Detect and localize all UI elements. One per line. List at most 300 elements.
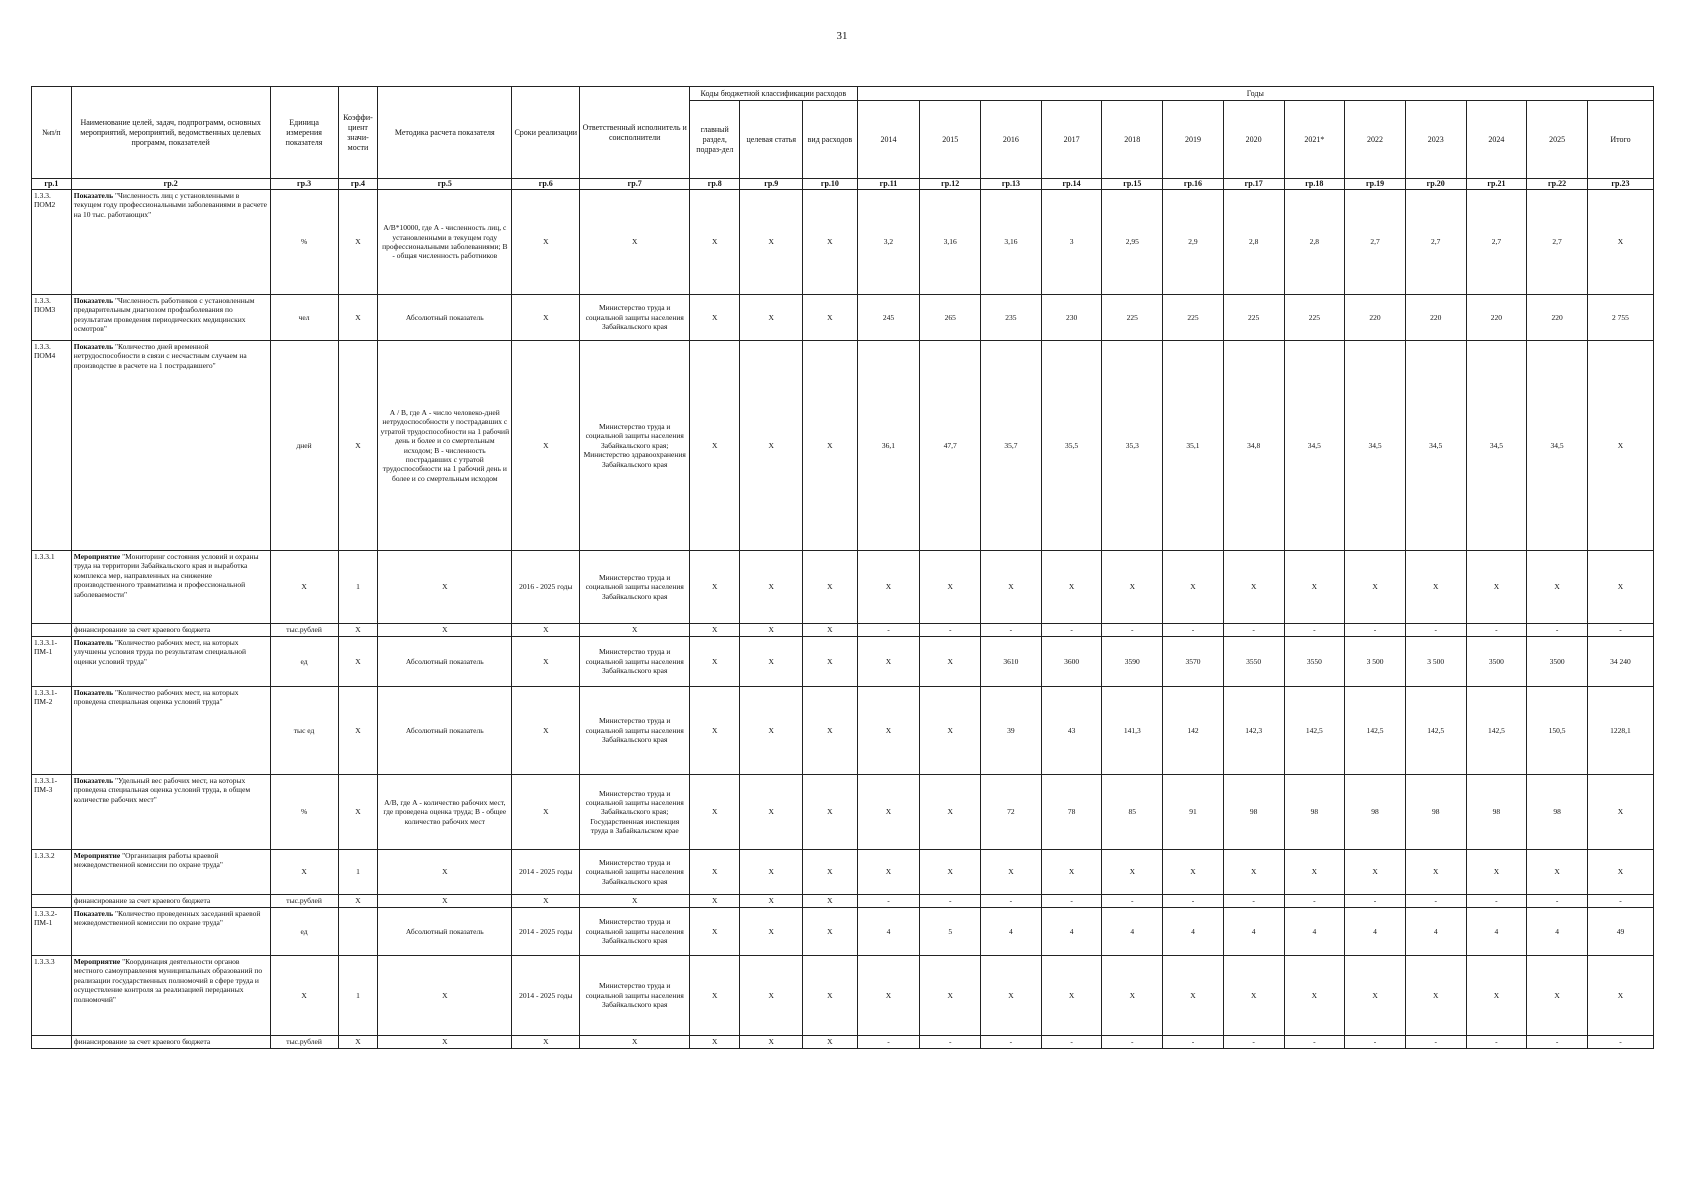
row-terms: X <box>512 687 580 775</box>
row-coef: 1 <box>338 850 378 895</box>
row-year-value: - <box>1284 1036 1345 1049</box>
row-method: X <box>378 551 512 624</box>
row-year-value: X <box>1041 850 1102 895</box>
row-year-value: 98 <box>1405 775 1466 850</box>
row-code-target: X <box>740 190 803 295</box>
column-number: гр.6 <box>512 179 580 190</box>
table-row <box>32 850 1654 895</box>
row-label: Показатель <box>73 909 114 918</box>
row-terms: X <box>512 295 580 341</box>
row-year-value: 150,5 <box>1527 687 1588 775</box>
row-year-value: - <box>981 895 1042 908</box>
row-year-value: X <box>857 956 920 1036</box>
row-code-target: X <box>740 624 803 637</box>
row-coef <box>338 908 378 956</box>
row-executor: Министерство труда и социальной защиты населения Забайкальского края <box>580 908 690 956</box>
row-year-value: - <box>1284 895 1345 908</box>
column-number: гр.16 <box>1163 179 1224 190</box>
row-executor: Министерство труда и социальной защиты населения Забайкальского края; Министерство здравоохранения Забайкальского края <box>580 341 690 551</box>
table-row <box>32 624 1654 637</box>
row-number: 1.3.3.3 <box>32 956 72 1036</box>
row-year-value: 39 <box>981 687 1042 775</box>
column-number: гр.21 <box>1466 179 1527 190</box>
row-year-value: 3500 <box>1527 637 1588 687</box>
row-year-value: - <box>1527 895 1588 908</box>
row-year-value: 235 <box>981 295 1042 341</box>
row-number <box>32 624 72 637</box>
row-year-value: X <box>981 551 1042 624</box>
row-year-value: - <box>1345 895 1406 908</box>
row-year-value: - <box>981 1036 1042 1049</box>
row-code-main: X <box>690 850 740 895</box>
row-unit: тыс.рублей <box>270 895 338 908</box>
row-year-value: 4 <box>1223 908 1284 956</box>
header-year: 2021* <box>1284 101 1345 179</box>
table-row <box>32 295 1654 341</box>
row-year-value: - <box>1587 895 1653 908</box>
row-unit: ед <box>270 908 338 956</box>
row-number: 1.3.3.2- ПМ-1 <box>32 908 72 956</box>
row-label: Показатель <box>73 342 114 351</box>
row-executor: X <box>580 190 690 295</box>
row-year-value: 4 <box>1466 908 1527 956</box>
row-executor: Министерство труда и социальной защиты населения Забайкальского края <box>580 850 690 895</box>
header-year: 2015 <box>920 101 981 179</box>
row-year-value: X <box>1466 850 1527 895</box>
row-label: Показатель <box>73 776 114 785</box>
row-name-text: финансирование за счет краевого бюджета <box>73 625 211 634</box>
row-year-value: X <box>1223 956 1284 1036</box>
row-year-value: - <box>857 1036 920 1049</box>
row-code-main: X <box>690 637 740 687</box>
row-year-value: 2,8 <box>1284 190 1345 295</box>
budget-table <box>31 86 1654 1049</box>
row-name <box>71 687 270 775</box>
row-year-value: - <box>1466 1036 1527 1049</box>
row-year-value: 3,16 <box>981 190 1042 295</box>
row-year-value: 98 <box>1466 775 1527 850</box>
row-terms: 2014 - 2025 годы <box>512 956 580 1036</box>
header-year: Итого <box>1587 101 1653 179</box>
row-code-target: X <box>740 1036 803 1049</box>
row-executor: Министерство труда и социальной защиты населения Забайкальского края <box>580 551 690 624</box>
row-year-value: 225 <box>1223 295 1284 341</box>
row-name-text: "Мониторинг состояния условий и охраны труда на территории Забайкальского края и выработка комплекса мер, направленных на снижение производственного травматизма и профессиональной заболеваемости" <box>73 552 259 599</box>
row-name <box>71 1036 270 1049</box>
row-year-value: 142,5 <box>1284 687 1345 775</box>
row-unit: тыс ед <box>270 687 338 775</box>
row-code-main: X <box>690 551 740 624</box>
row-year-value: - <box>1527 1036 1588 1049</box>
row-number: 1.3.3.1- ПМ-2 <box>32 687 72 775</box>
row-year-value: 4 <box>981 908 1042 956</box>
row-year-value: 2,9 <box>1163 190 1224 295</box>
row-year-value: X <box>1587 341 1653 551</box>
row-terms: X <box>512 341 580 551</box>
row-year-value: 141,3 <box>1102 687 1163 775</box>
row-unit: дней <box>270 341 338 551</box>
row-year-value: - <box>1102 895 1163 908</box>
header-terms: Сроки реализации <box>512 87 580 179</box>
row-unit: X <box>270 956 338 1036</box>
row-year-value: X <box>1163 956 1224 1036</box>
header-year: 2025 <box>1527 101 1588 179</box>
column-number: гр.20 <box>1405 179 1466 190</box>
row-year-value: - <box>1041 624 1102 637</box>
row-code-main: X <box>690 1036 740 1049</box>
row-year-value: 2 755 <box>1587 295 1653 341</box>
column-number: гр.15 <box>1102 179 1163 190</box>
row-code-main: X <box>690 775 740 850</box>
row-executor: X <box>580 895 690 908</box>
row-year-value: 225 <box>1102 295 1163 341</box>
row-terms: X <box>512 775 580 850</box>
row-method: X <box>378 956 512 1036</box>
table-row <box>32 341 1654 551</box>
row-year-value: 2,7 <box>1345 190 1406 295</box>
row-year-value: X <box>1405 551 1466 624</box>
row-code-target: X <box>740 895 803 908</box>
row-year-value: X <box>1223 850 1284 895</box>
row-year-value: 4 <box>1284 908 1345 956</box>
row-year-value: X <box>1041 956 1102 1036</box>
row-year-value: - <box>981 624 1042 637</box>
row-year-value: 4 <box>1163 908 1224 956</box>
row-label: Показатель <box>73 296 114 305</box>
row-code-kind: X <box>803 850 857 895</box>
row-coef: X <box>338 775 378 850</box>
row-code-target: X <box>740 687 803 775</box>
column-number: гр.2 <box>71 179 270 190</box>
header-year: 2020 <box>1223 101 1284 179</box>
row-year-value: - <box>1466 624 1527 637</box>
row-year-value: - <box>1405 624 1466 637</box>
row-year-value: - <box>1163 895 1224 908</box>
column-number: гр.4 <box>338 179 378 190</box>
header-year: 2017 <box>1041 101 1102 179</box>
row-code-kind: X <box>803 624 857 637</box>
row-label: Мероприятие <box>73 957 121 966</box>
row-year-value: X <box>1284 551 1345 624</box>
row-year-value: - <box>1345 1036 1406 1049</box>
row-label: Мероприятие <box>73 851 121 860</box>
row-method: X <box>378 850 512 895</box>
row-unit: % <box>270 190 338 295</box>
row-coef: X <box>338 295 378 341</box>
row-year-value: - <box>1527 624 1588 637</box>
row-year-value: 3 500 <box>1405 637 1466 687</box>
header-year: 2014 <box>857 101 920 179</box>
row-year-value: X <box>1345 551 1406 624</box>
row-year-value: - <box>1345 624 1406 637</box>
row-method: X <box>378 1036 512 1049</box>
row-name-text: "Количество проведенных заседаний краевой межведомственной комиссии по охране труда" <box>73 909 261 928</box>
row-name <box>71 190 270 295</box>
row-year-value: X <box>857 775 920 850</box>
table-row <box>32 775 1654 850</box>
row-year-value: 3550 <box>1223 637 1284 687</box>
row-year-value: 142,3 <box>1223 687 1284 775</box>
row-unit: X <box>270 551 338 624</box>
row-year-value: X <box>1284 850 1345 895</box>
row-year-value: X <box>1405 850 1466 895</box>
row-name <box>71 624 270 637</box>
header-code-target: целевая статья <box>740 101 803 179</box>
row-year-value: X <box>857 551 920 624</box>
row-code-kind: X <box>803 775 857 850</box>
row-year-value: - <box>1041 895 1102 908</box>
row-year-value: X <box>857 637 920 687</box>
row-year-value: - <box>1163 1036 1224 1049</box>
row-year-value: 47,7 <box>920 341 981 551</box>
row-method: Абсолютный показатель <box>378 908 512 956</box>
row-name <box>71 895 270 908</box>
row-name <box>71 850 270 895</box>
row-number: 1.3.3.1- ПМ-1 <box>32 637 72 687</box>
row-terms: X <box>512 1036 580 1049</box>
row-year-value: 3570 <box>1163 637 1224 687</box>
row-year-value: 4 <box>1345 908 1406 956</box>
row-year-value: 4 <box>857 908 920 956</box>
row-terms: X <box>512 624 580 637</box>
row-year-value: 35,1 <box>1163 341 1224 551</box>
row-year-value: 225 <box>1284 295 1345 341</box>
row-year-value: 3600 <box>1041 637 1102 687</box>
row-coef: X <box>338 341 378 551</box>
row-coef: 1 <box>338 956 378 1036</box>
table-header <box>32 87 1654 190</box>
row-name-text: "Удельный вес рабочих мест, на которых проведена специальная оценка условий труда, в общем количестве рабочих мест" <box>73 776 251 804</box>
row-year-value: X <box>1041 551 1102 624</box>
header-code-kind: вид расходов <box>803 101 857 179</box>
row-number <box>32 895 72 908</box>
row-name-text: "Организация работы краевой межведомственной комиссии по охране труда" <box>73 851 223 870</box>
row-year-value: 35,7 <box>981 341 1042 551</box>
column-number: гр.22 <box>1527 179 1588 190</box>
row-unit: ед <box>270 637 338 687</box>
column-number: гр.1 <box>32 179 72 190</box>
row-executor: Министерство труда и социальной защиты населения Забайкальского края <box>580 637 690 687</box>
row-code-main: X <box>690 895 740 908</box>
row-year-value: 142,5 <box>1345 687 1406 775</box>
row-unit: % <box>270 775 338 850</box>
table-row <box>32 895 1654 908</box>
row-method: X <box>378 624 512 637</box>
row-year-value: 3 <box>1041 190 1102 295</box>
column-numbers-row <box>32 179 1654 190</box>
row-code-kind: X <box>803 341 857 551</box>
row-year-value: 220 <box>1345 295 1406 341</box>
row-year-value: 4 <box>1527 908 1588 956</box>
row-year-value: 1228,1 <box>1587 687 1653 775</box>
row-year-value: 2,7 <box>1466 190 1527 295</box>
row-year-value: X <box>920 637 981 687</box>
row-year-value: - <box>1466 895 1527 908</box>
column-number: гр.17 <box>1223 179 1284 190</box>
column-number: гр.13 <box>981 179 1042 190</box>
row-year-value: X <box>920 956 981 1036</box>
row-year-value: - <box>1223 624 1284 637</box>
row-executor: Министерство труда и социальной защиты населения Забайкальского края <box>580 295 690 341</box>
row-year-value: 3 500 <box>1345 637 1406 687</box>
row-name-text: финансирование за счет краевого бюджета <box>73 1037 211 1046</box>
column-number: гр.10 <box>803 179 857 190</box>
row-code-target: X <box>740 850 803 895</box>
row-year-value: 5 <box>920 908 981 956</box>
row-year-value: X <box>981 956 1042 1036</box>
table-row <box>32 637 1654 687</box>
row-year-value: X <box>981 850 1042 895</box>
column-number: гр.7 <box>580 179 690 190</box>
row-method: А/В, где А - количество рабочих мест, где проведена оценка труда; В - общее количество рабочих мест <box>378 775 512 850</box>
row-year-value: 142 <box>1163 687 1224 775</box>
row-code-target: X <box>740 637 803 687</box>
row-terms: 2016 - 2025 годы <box>512 551 580 624</box>
header-year: 2022 <box>1345 101 1406 179</box>
row-code-kind: X <box>803 295 857 341</box>
column-number: гр.11 <box>857 179 920 190</box>
header-year: 2024 <box>1466 101 1527 179</box>
row-year-value: X <box>920 775 981 850</box>
row-code-kind: X <box>803 637 857 687</box>
row-year-value: X <box>1587 956 1653 1036</box>
column-number: гр.14 <box>1041 179 1102 190</box>
row-year-value: 2,7 <box>1405 190 1466 295</box>
row-name <box>71 551 270 624</box>
row-year-value: 2,7 <box>1527 190 1588 295</box>
row-year-value: 98 <box>1284 775 1345 850</box>
row-year-value: - <box>920 895 981 908</box>
header-name: Наименование целей, задач, подпрограмм, основных мероприятий, мероприятий, ведомственных целевых программ, показателей <box>71 87 270 179</box>
row-year-value: X <box>1587 190 1653 295</box>
row-code-target: X <box>740 295 803 341</box>
row-year-value: X <box>920 687 981 775</box>
row-year-value: 220 <box>1466 295 1527 341</box>
row-year-value: 142,5 <box>1405 687 1466 775</box>
header-year: 2023 <box>1405 101 1466 179</box>
row-year-value: - <box>857 895 920 908</box>
row-year-value: - <box>920 1036 981 1049</box>
row-year-value: - <box>1163 624 1224 637</box>
row-code-kind: X <box>803 908 857 956</box>
header-code-main: главный раздел, подраз-дел <box>690 101 740 179</box>
column-number: гр.8 <box>690 179 740 190</box>
row-number: 1.3.3. ПОМ3 <box>32 295 72 341</box>
row-year-value: 3,16 <box>920 190 981 295</box>
table-row <box>32 908 1654 956</box>
row-coef: X <box>338 1036 378 1049</box>
table-row <box>32 551 1654 624</box>
column-number: гр.18 <box>1284 179 1345 190</box>
row-name <box>71 908 270 956</box>
row-unit: тыс.рублей <box>270 1036 338 1049</box>
row-label: Показатель <box>73 688 114 697</box>
header-executor: Ответственный исполнитель и соисполнители <box>580 87 690 179</box>
row-code-kind: X <box>803 551 857 624</box>
row-year-value: 230 <box>1041 295 1102 341</box>
row-year-value: 4 <box>1405 908 1466 956</box>
row-name-text: "Численность лиц с установленными в текущем году профессиональными заболеваниями в расчете на 10 тыс. работающих" <box>73 191 267 219</box>
row-year-value: 34,5 <box>1284 341 1345 551</box>
row-unit: чел <box>270 295 338 341</box>
row-year-value: X <box>1345 850 1406 895</box>
row-terms: 2014 - 2025 годы <box>512 908 580 956</box>
row-coef: 1 <box>338 551 378 624</box>
row-year-value: - <box>1223 895 1284 908</box>
row-year-value: 34,5 <box>1405 341 1466 551</box>
row-code-target: X <box>740 551 803 624</box>
row-year-value: 3590 <box>1102 637 1163 687</box>
row-method: А/В*10000, где А - численность лиц, с установленными в текущем году профессиональными заболеваниями; В - общая численность работников <box>378 190 512 295</box>
row-executor: Министерство труда и социальной защиты населения Забайкальского края <box>580 687 690 775</box>
row-year-value: 34 240 <box>1587 637 1653 687</box>
row-number: 1.3.3. ПОМ4 <box>32 341 72 551</box>
header-num: №п/п <box>32 87 72 179</box>
row-coef: X <box>338 637 378 687</box>
row-label: Показатель <box>73 638 114 647</box>
row-year-value: X <box>1284 956 1345 1036</box>
row-code-main: X <box>690 190 740 295</box>
row-coef: X <box>338 895 378 908</box>
row-code-main: X <box>690 295 740 341</box>
row-year-value: 91 <box>1163 775 1224 850</box>
row-year-value: 78 <box>1041 775 1102 850</box>
row-year-value: X <box>1345 956 1406 1036</box>
row-year-value: 49 <box>1587 908 1653 956</box>
row-year-value: 3,2 <box>857 190 920 295</box>
header-coef: Коэффи-циент значи-мости <box>338 87 378 179</box>
row-year-value: 220 <box>1405 295 1466 341</box>
row-name <box>71 295 270 341</box>
row-year-value: X <box>857 850 920 895</box>
row-code-main: X <box>690 908 740 956</box>
row-year-value: - <box>920 624 981 637</box>
page-number: 31 <box>836 30 848 42</box>
column-number: гр.9 <box>740 179 803 190</box>
row-name <box>71 341 270 551</box>
row-year-value: X <box>1587 551 1653 624</box>
row-terms: 2014 - 2025 годы <box>512 850 580 895</box>
row-number <box>32 1036 72 1049</box>
row-year-value: - <box>1041 1036 1102 1049</box>
header-years-group: Годы <box>857 87 1653 101</box>
row-year-value: - <box>857 624 920 637</box>
row-year-value: 245 <box>857 295 920 341</box>
table-row <box>32 956 1654 1036</box>
table-row <box>32 687 1654 775</box>
row-code-target: X <box>740 908 803 956</box>
row-year-value: 34,5 <box>1466 341 1527 551</box>
row-name-text: "Координация деятельности органов местного самоуправления муниципальных образований по реализации государственных полномочий в сфере труда и осуществление контроля за реализацией переданных полномочий" <box>73 957 263 1004</box>
row-code-kind: X <box>803 1036 857 1049</box>
row-year-value: X <box>1223 551 1284 624</box>
row-year-value: - <box>1102 1036 1163 1049</box>
row-year-value: X <box>1527 850 1588 895</box>
row-year-value: 35,3 <box>1102 341 1163 551</box>
row-coef: X <box>338 190 378 295</box>
column-number: гр.5 <box>378 179 512 190</box>
row-year-value: X <box>1102 850 1163 895</box>
column-number: гр.12 <box>920 179 981 190</box>
row-year-value: - <box>1405 895 1466 908</box>
row-year-value: 3500 <box>1466 637 1527 687</box>
row-name-text: "Количество дней временной нетрудоспособности в связи с несчастным случаем на производстве в расчете на 1 пострадавшего" <box>73 342 247 370</box>
row-code-kind: X <box>803 956 857 1036</box>
row-terms: X <box>512 637 580 687</box>
row-code-main: X <box>690 624 740 637</box>
table-body <box>32 190 1654 1049</box>
row-name-text: "Количество рабочих мест, на которых проведена специальная оценка условий труда" <box>73 688 239 707</box>
